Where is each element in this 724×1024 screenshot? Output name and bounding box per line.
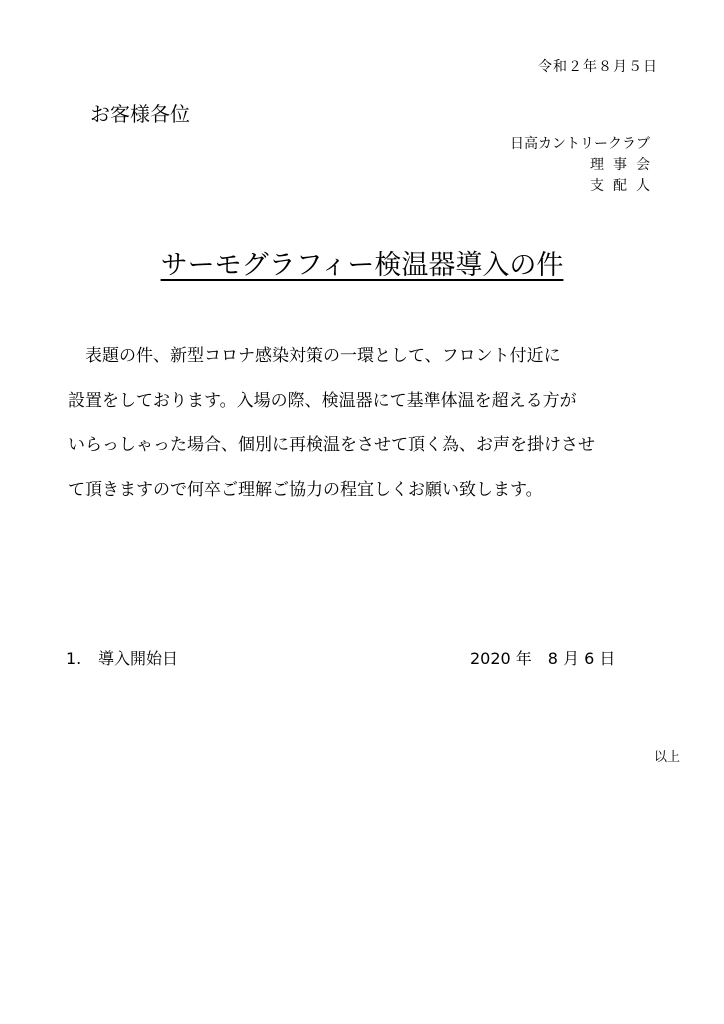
closing-remark: 以上 (653, 750, 680, 765)
sender-organization: 日高カントリークラブ (510, 136, 650, 152)
item-label: 導入開始日 (98, 649, 179, 668)
item-start-date-value: 2020 年 8 月 6 日 (470, 649, 616, 668)
body-line: 表題の件、新型コロナ感染対策の一環として、フロント付近に (68, 346, 561, 366)
body-line: いらっしゃった場合、個別に再検温をさせて頂く為、お声を掛けさせ (68, 435, 595, 455)
addressee: お客様各位 (90, 102, 190, 126)
sender-manager: 支配人 (590, 178, 659, 194)
body-line: 設置をしております。入場の際、検温器にて基準体温を超える方が (68, 390, 577, 411)
sender-board: 理事会 (590, 157, 659, 173)
item-start-date-label (66, 646, 178, 669)
body-paragraph (68, 334, 680, 512)
sender-block (510, 134, 659, 197)
body-line: て頂きますので何卒ご理解ご協力の程宜しくお願い致します。 (68, 479, 543, 500)
document-date: 令和２年８月５日 (538, 59, 658, 75)
document-title-text: サーモグラフィー検温器導入の件 (160, 250, 564, 281)
item-number: 1. (66, 649, 82, 668)
document-title (0, 243, 724, 282)
